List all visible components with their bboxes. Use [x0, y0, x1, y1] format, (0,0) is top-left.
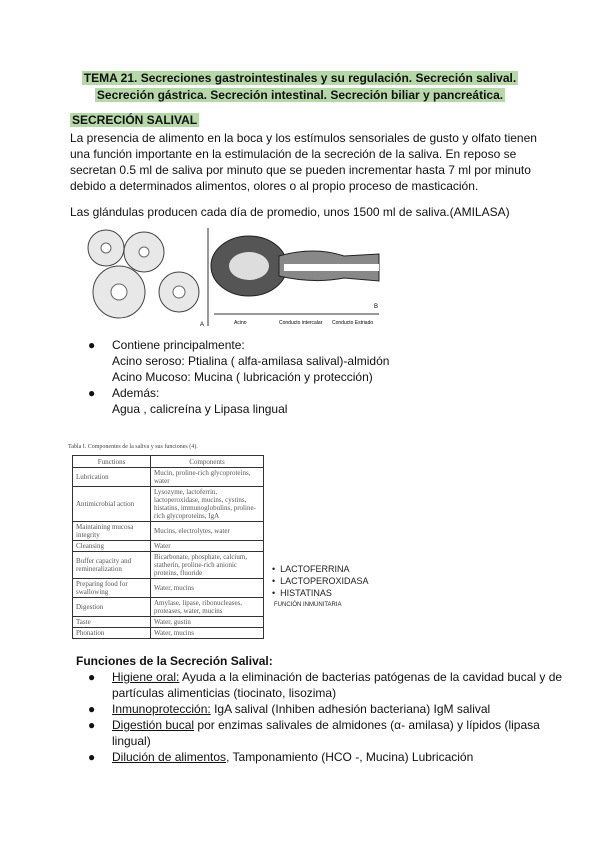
list-continuation: lingual) — [112, 734, 151, 748]
table-row — [73, 468, 264, 487]
table-row — [73, 617, 264, 628]
title-line-1: TEMA 21. Secreciones gastrointestinales y su regulación. Secreción salival. — [83, 71, 517, 85]
components-cell: Water, mucins — [151, 579, 264, 598]
function-cell: Preparing food for swallowing — [73, 579, 151, 598]
table-header: Components — [151, 456, 264, 468]
components-cell: Water, mucins — [151, 628, 264, 639]
label-estriado: Conducto Estriado — [332, 320, 374, 326]
table-header: Functions — [73, 456, 151, 468]
function-cell: Digestion — [73, 598, 151, 617]
table-row — [73, 579, 264, 598]
document-title — [0, 70, 600, 104]
table-row — [73, 628, 264, 639]
intro-paragraph: La presencia de alimento en la boca y los estímulos sensoriales de gusto y olfato tienen una función importante en la estimulación de la secreción de la saliva. En reposo se secretan 0.5 ml de saliva por minuto que se pueden incrementar hasta 7 ml por minuto debido a determinados alimentos, olores o al propio proceso de masticación. — [70, 131, 537, 193]
salivary-gland-figure — [84, 226, 384, 332]
functions-heading: Funciones de la Secreción Salival: — [76, 654, 273, 668]
section-heading: SECRECIÓN SALIVAL — [72, 113, 198, 127]
immune-item: • LACTOFERRINA — [272, 564, 350, 574]
saliva-components-table — [72, 455, 264, 639]
section-body — [70, 130, 550, 220]
components-cell: Amylase, lipase, ribonucleases, proteases, water, mucins — [151, 598, 264, 617]
label-acino: Acino — [234, 320, 247, 326]
immune-item: • HISTATINAS — [272, 588, 332, 598]
list-continuation: partículas alimenticias (tiocinato, lisozima) — [112, 686, 337, 700]
function-cell: Cleansing — [73, 541, 151, 552]
title-line-2: Secreción gástrica. Secreción intestinal. Secreción biliar y pancreática. — [96, 88, 504, 102]
list-subitem: Agua , calicreína y Lipasa lingual — [112, 402, 288, 416]
function-cell: Buffer capacity and remineralization — [73, 552, 151, 579]
glands-paragraph: Las glándulas producen cada día de promedio, unos 1500 ml de saliva.(AMILASA) — [70, 205, 510, 219]
immune-caption: FUNCIÓN INMUNITARIA — [274, 602, 342, 608]
table-row — [73, 598, 264, 617]
immune-item: • LACTOPEROXIDASA — [272, 576, 369, 586]
list-subitem: Acino Mucoso: Mucina ( lubricación y protección) — [112, 370, 373, 384]
function-cell: Antimicrobial action — [73, 487, 151, 522]
table-row — [73, 552, 264, 579]
list-subitem: Acino seroso: Ptialina ( alfa-amilasa salival)-almidón — [112, 354, 390, 368]
table-row — [73, 541, 264, 552]
components-cell: Lysozyme, lactoferrin, lactoperoxidase, mucins, cystins, histatins, immunoglobulins, proline-rich glycoproteins, IgA — [151, 487, 264, 522]
label-intercalar: Conducto intercalar — [279, 320, 323, 326]
function-cell: Lubrication — [73, 468, 151, 487]
function-cell: Taste — [73, 617, 151, 628]
components-cell: Water — [151, 541, 264, 552]
components-cell: Mucins, electrolytes, water — [151, 522, 264, 541]
function-cell: Maintaining mucosa integrity — [73, 522, 151, 541]
table-row — [73, 487, 264, 522]
table-caption: Tabla I. Componentes de la saliva y sus funciones (4). — [68, 444, 198, 450]
table-row — [73, 522, 264, 541]
label-b: B — [374, 304, 379, 310]
components-cell: Water, gustin — [151, 617, 264, 628]
components-cell: Mucin, proline-rich glycoproteins, water — [151, 468, 264, 487]
label-a: A — [200, 322, 205, 328]
immune-list — [272, 563, 369, 611]
function-cell: Phonation — [73, 628, 151, 639]
components-cell: Bicarbonate, phosphate, calcium, statherin, proline-rich anionic proteins, fluoride — [151, 552, 264, 579]
